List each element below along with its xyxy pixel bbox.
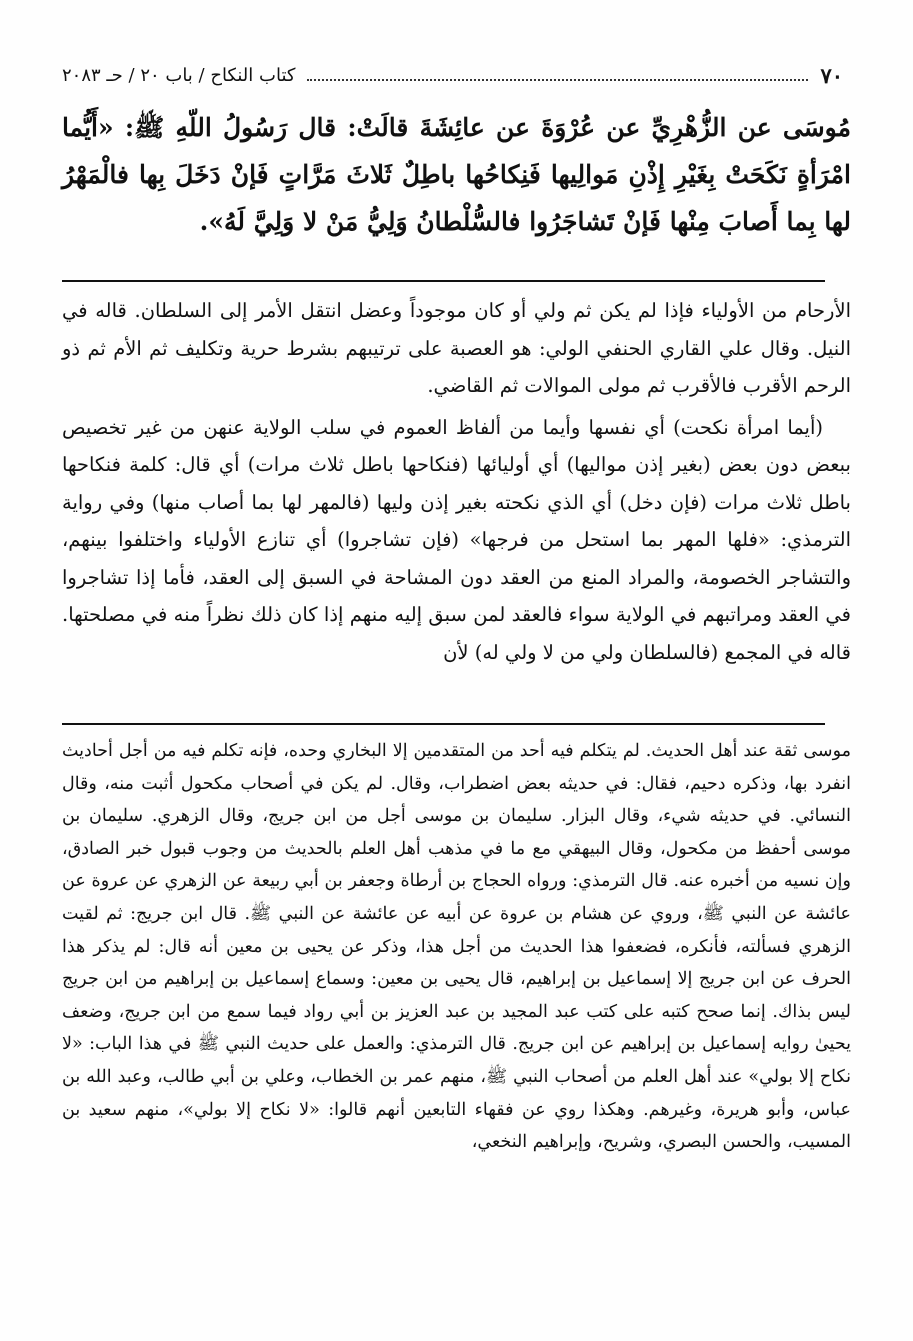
commentary-section — [62, 292, 851, 671]
commentary-paragraph: الأرحام من الأولياء فإذا لم يكن ثم ولي أو كان موجوداً وعضل انتقل الأمر إلى السلطان. قاله في النيل. وقال علي القاري الحنفي الولي: هو العصبة على ترتيبهم بشرط حرية وتكليف ثم الأم ثم ذو الرحم الأقرب فالأقرب ثم مولى الموالات ثم القاضي. — [62, 299, 851, 397]
footnotes-section — [62, 735, 851, 1159]
page-header — [62, 58, 843, 92]
running-title: كتاب النكاح / باب ٢٠ / حـ ٢٠٨٣ — [62, 64, 296, 86]
section-divider — [62, 280, 825, 282]
footnote-divider — [62, 723, 825, 725]
header-dot-leader — [307, 69, 808, 81]
hadith-text: مُوسَى عن الزُّهْرِيِّ عن عُرْوَةَ عن عائِشَةَ قالَتْ: قال رَسُولُ اللّهِ ﷺ: «أَيُّما امْرَأةٍ نَكَحَتْ بِغَيْرِ إِذْنِ مَوالِيها فَنِكاحُها باطِلٌ ثَلاثَ مَرَّاتٍ فَإنْ دَخَلَ بِها فالْمَهْرُ لها بِما أَصابَ مِنْها فَإنْ تَشاجَرُوا فالسُّلْطانُ وَلِيُّ مَنْ لا وَلِيَّ لَهُ». — [62, 113, 851, 236]
page-number: ٧٠ — [820, 62, 843, 88]
footnote-paragraph: موسى ثقة عند أهل الحديث. لم يتكلم فيه أحد من المتقدمين إلا البخاري وحده، فإنه تكلم فيه من أجل أحاديث انفرد بها، وذكره دحيم، فقال: في حديثه بعض اضطراب، وقال. لم يكن في أصحاب مكحول أثبت منه، وقال النسائي. في حديثه شيء، وقال البزار. سليمان بن موسى أجل من ابن جريج، وقال الزهري. سليمان بن موسى أحفظ من مكحول، وقال البيهقي مع ما في مذهب أهل العلم بالحديث من وجوب قبول خبر الصادق، وإن نسيه من أخبره عنه. قال الترمذي: ورواه الحجاج بن أرطاة وجعفر بن أبي ربيعة عن الزهري عن عروة عن عائشة عن النبي ﷺ، وروي عن هشام بن عروة عن أبيه عن عائشة عن النبي ﷺ. قال ابن جريج: ثم لقيت الزهري فسألته، فأنكره، فضعفوا هذا الحديث من أجل هذا، وذكر عن يحيى بن معين أنه قال: لم يذكر هذا الحرف عن ابن جريج إلا إسماعيل بن إبراهيم، قال يحيى بن معين: وسماع إسماعيل بن إبراهيم من ابن جريج ليس بذاك. إنما صحح كتبه على كتب عبد المجيد بن عبد العزيز بن أبي رواد فيما سمع من ابن جريج، وضعف يحيىٰ روايه إسماعيل بن إبراهيم عن ابن جريج. قال الترمذي: والعمل على حديث النبي ﷺ في هذا الباب: «لا نكاح إلا بولي» عند أهل العلم من أصحاب النبي ﷺ، منهم عمر بن الخطاب، وعلي بن أبي طالب، وعبد الله بن عباس، وأبو هريرة، وغيرهم. وهكذا روي عن فقهاء التابعين أنهم قالوا: «لا نكاح إلا بولي»، منهم سعيد بن المسيب، والحسن البصري، وشريح، وإبراهيم النخعي، — [62, 741, 851, 1153]
commentary-paragraph: (أيما امرأة نكحت) أي نفسها وأيما من ألفاظ العموم في سلب الولاية عنهن من غير تخصيص ببعض دون بعض (بغير إذن مواليها) أي أوليائها (فنكاحها باطل ثلاث مرات) أي قال: كلمة فنكاحها باطل ثلاث مرات (فإن دخل) أي الذي نكحته بغير إذن وليها (فالمهر لها بما أصاب منها) وفي رواية الترمذي: «فلها المهر بما استحل من فرجها» (فإن تشاجروا) أي تنازع الأولياء واختلفوا بينهم، والتشاجر الخصومة، والمراد المنع من العقد دون المشاحة في السبق إلى العقد، فأما إذا تشاجروا في العقد ومراتبهم في الولاية سواء فالعقد لمن سبق إليه منهم إذا كان ذلك نظراً منه في مصلحتها. قاله في المجمع (فالسلطان ولي من لا ولي له) لأن — [62, 415, 851, 664]
